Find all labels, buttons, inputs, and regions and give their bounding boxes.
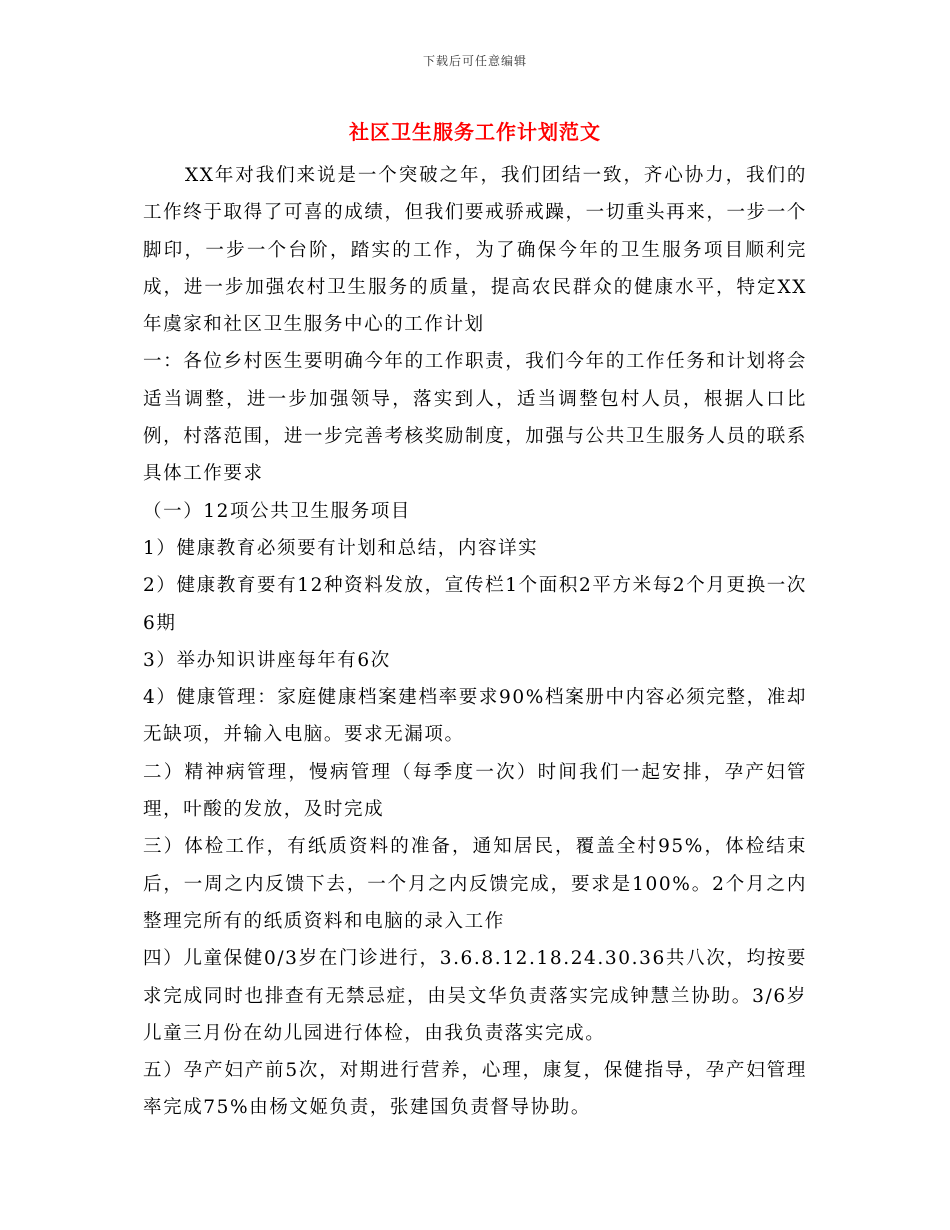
- paragraph-section-4: 四）儿童保健0/3岁在门诊进行，3.6.8.12.18.24.30.36共八次，均按要求完成同时也排查有无禁忌症，由吴文华负责落实完成钟慧兰协助。3/6岁儿童三月份在幼儿园进行体检，由我负责落实完成。: [143, 948, 807, 1044]
- document-title: 社区卫生服务工作计划范文: [349, 120, 601, 144]
- paragraph-section-2: 二）精神病管理，慢病管理（每季度一次）时间我们一起安排，孕产妇管理，叶酸的发放，及时完成: [143, 761, 807, 821]
- paragraph-section-5: 五）孕产妇产前5次，对期进行营养，心理，康复，保健指导，孕产妇管理率完成75%由杨文姬负责，张建国负责督导协助。: [143, 1060, 807, 1119]
- paragraph-item-3: 3）举办知识讲座每年有6次: [143, 649, 391, 671]
- page-header-note: 下载后可任意编辑: [422, 54, 527, 68]
- paragraph-section-1: 一：各位乡村医生要明确今年的工作职责，我们今年的工作任务和计划将会适当调整，进一步加强领导，落实到人，适当调整包村人员，根据人口比例，村落范围，进一步完善考核奖励制度，加强与公共卫生服务人员的联系具体工作要求: [143, 351, 807, 485]
- paragraph-item-1: 1）健康教育必须要有计划和总结，内容详实: [143, 537, 539, 559]
- paragraph-subsection-heading: （一）12项公共卫生服务项目: [143, 500, 411, 522]
- paragraph-section-3: 三）体检工作，有纸质资料的准备，通知居民，覆盖全村95%，体检结束后，一周之内反馈下去，一个月之内反馈完成，要求是100%。2个月之内整理完所有的纸质资料和电脑的录入工作: [143, 836, 807, 932]
- paragraph-item-2: 2）健康教育要有12种资料发放，宣传栏1个面积2平方米每2个月更换一次6期: [143, 575, 807, 634]
- paragraph-item-4: 4）健康管理：家庭健康档案建档率要求90%档案册中内容必须完整，准却无缺项，并输入电脑。要求无漏项。: [143, 687, 807, 746]
- document-body: [143, 157, 807, 1127]
- paragraph-intro: XX年对我们来说是一个突破之年，我们团结一致，齐心协力，我们的工作终于取得了可喜的成绩，但我们要戒骄戒躁，一切重头再来，一步一个脚印，一步一个台阶，踏实的工作，为了确保今年的卫生服务项目顺利完成，进一步加强农村卫生服务的质量，提高农民群众的健康水平，特定XX年虞家和社区卫生服务中心的工作计划: [143, 165, 807, 336]
